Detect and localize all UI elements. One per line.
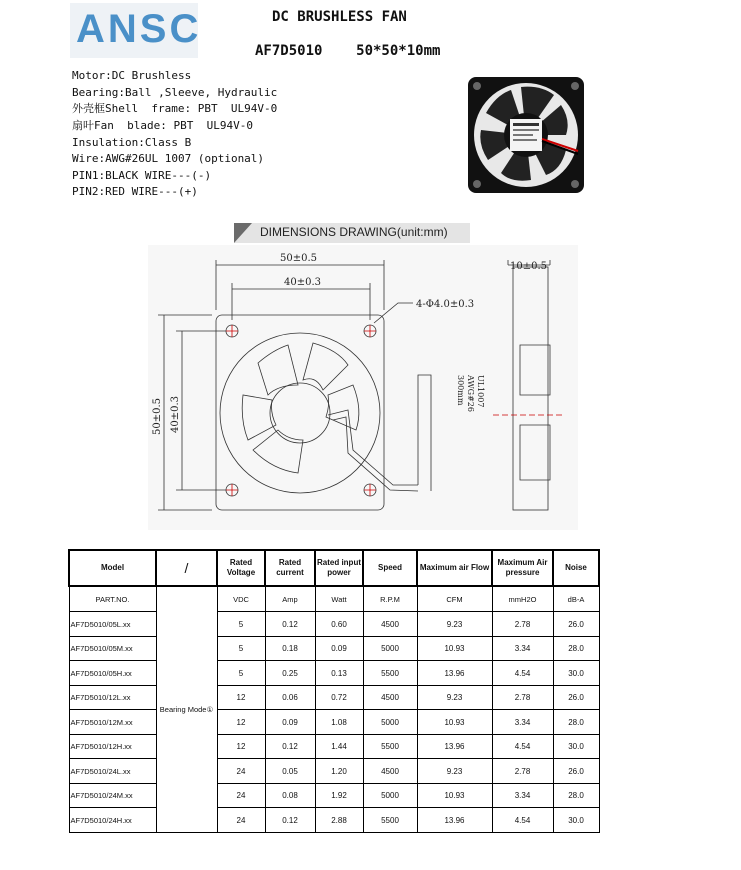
- cell-noise: 30.0: [553, 808, 599, 833]
- table-header-row: [69, 550, 599, 586]
- table-row: [69, 710, 599, 735]
- cell-power: 1.08: [315, 710, 363, 735]
- cell-noise: 26.0: [553, 685, 599, 710]
- brand-logo: [70, 3, 202, 58]
- spec-insulation: Insulation:Class B: [72, 136, 192, 149]
- spec-wire: Wire:AWG#26UL 1007 (optional): [72, 152, 265, 165]
- cell-model: AF7D5010/24H.xx: [69, 808, 156, 833]
- unit-airflow: CFM: [417, 586, 492, 612]
- header-pressure: Maximum Air pressure: [492, 550, 553, 586]
- table-row: [69, 783, 599, 808]
- table-row: [69, 685, 599, 710]
- spec-pin2: PIN2:RED WIRE---(+): [72, 185, 198, 198]
- cell-speed: 5500: [363, 661, 417, 686]
- dimension-drawing: [148, 245, 578, 530]
- cell-current: 0.18: [265, 636, 315, 661]
- cell-voltage: 5: [217, 636, 265, 661]
- cell-power: 1.92: [315, 783, 363, 808]
- header-triangle-icon: [234, 223, 252, 243]
- table-row: [69, 759, 599, 784]
- wire-label-length: 300mm: [456, 375, 465, 406]
- cell-current: 0.12: [265, 808, 315, 833]
- cell-speed: 5000: [363, 636, 417, 661]
- cell-pressure: 3.34: [492, 710, 553, 735]
- cell-model: AF7D5010/05L.xx: [69, 612, 156, 637]
- cell-airflow: 13.96: [417, 661, 492, 686]
- header-noise: Noise: [553, 550, 599, 586]
- height-outer-dim: 50±0.5: [152, 397, 163, 435]
- cell-voltage: 24: [217, 783, 265, 808]
- spec-motor: Motor:DC Brushless: [72, 69, 192, 82]
- width-outer-dim: 50±0.5: [280, 253, 318, 264]
- dimensions-header-text: DIMENSIONS DRAWING(unit:mm): [260, 225, 448, 239]
- cell-current: 0.12: [265, 734, 315, 759]
- cell-airflow: 9.23: [417, 759, 492, 784]
- cell-voltage: 5: [217, 661, 265, 686]
- unit-speed: R.P.M: [363, 586, 417, 612]
- cell-speed: 4500: [363, 685, 417, 710]
- cell-power: 2.88: [315, 808, 363, 833]
- cell-speed: 5500: [363, 808, 417, 833]
- cell-noise: 26.0: [553, 612, 599, 637]
- spec-pin1: PIN1:BLACK WIRE---(-): [72, 169, 212, 182]
- cell-model: AF7D5010/24M.xx: [69, 783, 156, 808]
- wire-label-ul: UL1007: [476, 375, 485, 408]
- cell-power: 1.20: [315, 759, 363, 784]
- cell-model: AF7D5010/05H.xx: [69, 661, 156, 686]
- cell-speed: 5000: [363, 783, 417, 808]
- cell-voltage: 12: [217, 685, 265, 710]
- cell-speed: 4500: [363, 759, 417, 784]
- cell-power: 1.44: [315, 734, 363, 759]
- cell-noise: 28.0: [553, 636, 599, 661]
- spec-fan-blade: 扇叶Fan blade: PBT UL94V-0: [72, 119, 253, 132]
- cell-airflow: 10.93: [417, 636, 492, 661]
- cell-voltage: 24: [217, 808, 265, 833]
- hole-spec-dim: 4-Φ4.0±0.3: [416, 299, 475, 310]
- header-current: Rated current: [265, 550, 315, 586]
- cell-pressure: 2.78: [492, 685, 553, 710]
- unit-current: Amp: [265, 586, 315, 612]
- header-slash: /: [156, 550, 217, 586]
- cell-pressure: 4.54: [492, 734, 553, 759]
- cell-speed: 5000: [363, 710, 417, 735]
- cell-airflow: 10.93: [417, 783, 492, 808]
- height-hole-dim: 40±0.3: [170, 395, 181, 433]
- cell-model: AF7D5010/12M.xx: [69, 710, 156, 735]
- cell-voltage: 5: [217, 612, 265, 637]
- cell-noise: 30.0: [553, 661, 599, 686]
- header-power: Rated input power: [315, 550, 363, 586]
- cell-pressure: 2.78: [492, 612, 553, 637]
- header-model: Model: [69, 550, 156, 586]
- cell-current: 0.12: [265, 612, 315, 637]
- unit-power: Watt: [315, 586, 363, 612]
- cell-current: 0.08: [265, 783, 315, 808]
- cell-airflow: 9.23: [417, 685, 492, 710]
- cell-pressure: 4.54: [492, 661, 553, 686]
- cell-pressure: 3.34: [492, 783, 553, 808]
- cell-current: 0.06: [265, 685, 315, 710]
- cell-power: 0.60: [315, 612, 363, 637]
- table-row: [69, 661, 599, 686]
- unit-voltage: VDC: [217, 586, 265, 612]
- header-speed: Speed: [363, 550, 417, 586]
- cell-pressure: 4.54: [492, 808, 553, 833]
- cell-voltage: 24: [217, 759, 265, 784]
- spec-shell-frame: 外壳框Shell frame: PBT UL94V-0: [72, 102, 278, 115]
- cell-speed: 4500: [363, 612, 417, 637]
- spec-table: [68, 549, 600, 833]
- model-size-title: AF7D5010 50*50*10mm: [255, 43, 441, 59]
- cell-power: 0.13: [315, 661, 363, 686]
- cell-noise: 28.0: [553, 710, 599, 735]
- cell-pressure: 3.34: [492, 636, 553, 661]
- cell-voltage: 12: [217, 734, 265, 759]
- cell-noise: 30.0: [553, 734, 599, 759]
- cell-model: AF7D5010/05M.xx: [69, 636, 156, 661]
- cell-voltage: 12: [217, 710, 265, 735]
- page-title: DC BRUSHLESS FAN: [272, 9, 407, 25]
- cell-model: AF7D5010/12L.xx: [69, 685, 156, 710]
- cell-airflow: 9.23: [417, 612, 492, 637]
- cell-speed: 5500: [363, 734, 417, 759]
- dimensions-header: [234, 223, 470, 243]
- table-units-row: [69, 586, 599, 612]
- unit-noise: dB-A: [553, 586, 599, 612]
- header-airflow: Maximum air Flow: [417, 550, 492, 586]
- cell-current: 0.25: [265, 661, 315, 686]
- table-row: [69, 612, 599, 637]
- fan-product-photo: [466, 75, 586, 195]
- cell-airflow: 13.96: [417, 734, 492, 759]
- cell-noise: 26.0: [553, 759, 599, 784]
- cell-current: 0.09: [265, 710, 315, 735]
- spec-bearing: Bearing:Ball ,Sleeve, Hydraulic: [72, 86, 278, 99]
- cell-model: AF7D5010/24L.xx: [69, 759, 156, 784]
- cell-power: 0.72: [315, 685, 363, 710]
- table-row: [69, 808, 599, 833]
- brand-logo-text: ANSC: [76, 7, 202, 51]
- width-hole-dim: 40±0.3: [284, 277, 322, 288]
- bearing-mode-cell: Bearing Mode①: [156, 586, 217, 833]
- unit-pressure: mmH2O: [492, 586, 553, 612]
- cell-model: AF7D5010/12H.xx: [69, 734, 156, 759]
- cell-pressure: 2.78: [492, 759, 553, 784]
- cell-noise: 28.0: [553, 783, 599, 808]
- depth-dim: 10±0.5: [510, 261, 548, 272]
- cell-power: 0.09: [315, 636, 363, 661]
- cell-airflow: 13.96: [417, 808, 492, 833]
- table-row: [69, 636, 599, 661]
- header-voltage: Rated Voltage: [217, 550, 265, 586]
- cell-airflow: 10.93: [417, 710, 492, 735]
- unit-partno: PART.NO.: [69, 586, 156, 612]
- wire-label-awg: AWG#26: [466, 375, 475, 412]
- cell-current: 0.05: [265, 759, 315, 784]
- table-row: [69, 734, 599, 759]
